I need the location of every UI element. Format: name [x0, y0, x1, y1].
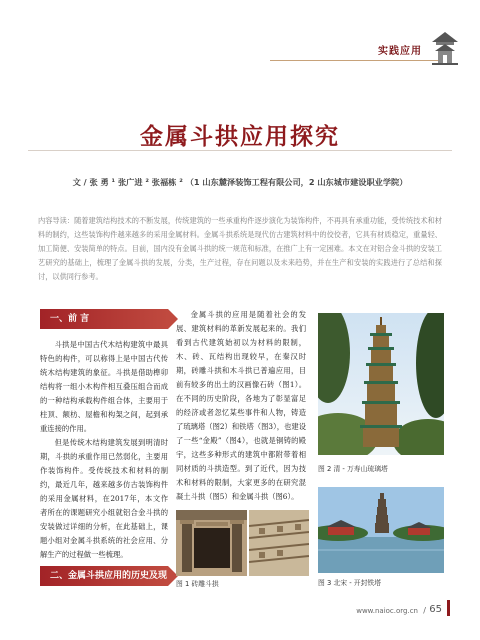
paragraph: 金属斗拱的应用是随着社会的发展、建筑材料的革新发展起来的。我们看到古代建筑始初以为材料的限制，木、砖、瓦结构出现较早，在秦汉时期，砖雕斗拱和木斗拱已普遍应用，目前有较多的出土的汉画像石砖（图1）。在不同的历史阶段，各地为了彰显富足的经济或者忽忆某些事件和人物，铸造了琉璃塔（图2）和铁塔（图3），也建设了一些“金殿”（图4），也就是铜铸的殿宇，这些多种形式的建筑中都附带着相同材质的斗拱造型。到了近代，因为技术和材料的限制，大家更多的在研究混凝土斗拱（图5）和金属斗拱（图6）。 [176, 310, 306, 501]
header-rule [270, 60, 446, 61]
section-heading-history: 二、金属斗拱应用的历史及现状 [40, 566, 168, 586]
figure-1-photo-left [176, 510, 247, 576]
paragraph: 但是传统木结构建筑发展到明清时期，斗拱的承重作用已然弱化，主要用作装饰构件。受传统技术和材料的制约，最近几年，越来越多仿古装饰构件的采用金属材料，在2017年，本文作者所在的课题研究小组就铝合金斗拱的安装做过详细的分析，在此基础上，课题小组对金属斗拱系统的社会应用、分解生产的过程做一些梳理。 [40, 438, 168, 559]
abstract: 内容导读：随着建筑结构技术的不断发展，传统建筑的一些承重构件逐步演化为装饰构件，不再具有承重功能，受传统技术和材料的制约，这些装饰构件越来越多的采用金属材料。金属斗拱系统是现代仿古建筑材料中的佼佼者，它具有材质稳定，重量轻、加工简便、安装简单的特点。目前，国内没有金属斗拱的统一规范和标准，在推广上有一定困难。本文在对铝合金斗拱的安装工艺研究的基础上，梳理了金属斗拱的发展，分类，生产过程，存在问题以及未来趋势，并在生产和安装的实践进行了总结和探讨，以供同行参考。 [38, 216, 442, 281]
figure-1-caption: 图 1 砖雕斗拱 [176, 580, 219, 588]
paragraph: 斗拱是中国古代木结构建筑中最具特色的构件，可以称得上是中国古代传统木结构建筑的象征。斗拱是借助榫卯结构将一组小木构件相互叠压组合而成的一种结构承载构件组合体，主要用于柱顶、额枋、屋檐和构架之间，起到承重连接的作用。 [40, 340, 168, 433]
figure-2-caption: 图 2 清 - 万寿山琉璃塔 [318, 465, 388, 473]
figure-2-photo [318, 313, 444, 455]
footer-accent-bar [447, 600, 450, 616]
figure-1-photo-right [249, 510, 309, 576]
column-2-text [176, 308, 306, 504]
article-title: 金属斗拱应用探究 [140, 123, 340, 150]
title-rule [28, 150, 452, 151]
section-heading-intro: 一、前 言 [40, 309, 168, 329]
pavilion-logo-icon [428, 28, 462, 68]
author-line: 文 / 张 勇 ¹ 张广进 ² 张福栋 ² （1 山东麓泽装饰工程有限公司，2 山东城市建设职业学院） [72, 177, 408, 187]
page-number: 65 [429, 604, 442, 615]
figure-3-photo [318, 487, 444, 573]
column-1-text [40, 338, 168, 562]
figure-3-caption: 图 3 北宋 - 开封铁塔 [318, 579, 381, 587]
footer-separator: / [423, 606, 426, 615]
column-tag: 实践应用 [378, 46, 422, 57]
journal-url: www.naioc.org.cn [356, 607, 418, 615]
